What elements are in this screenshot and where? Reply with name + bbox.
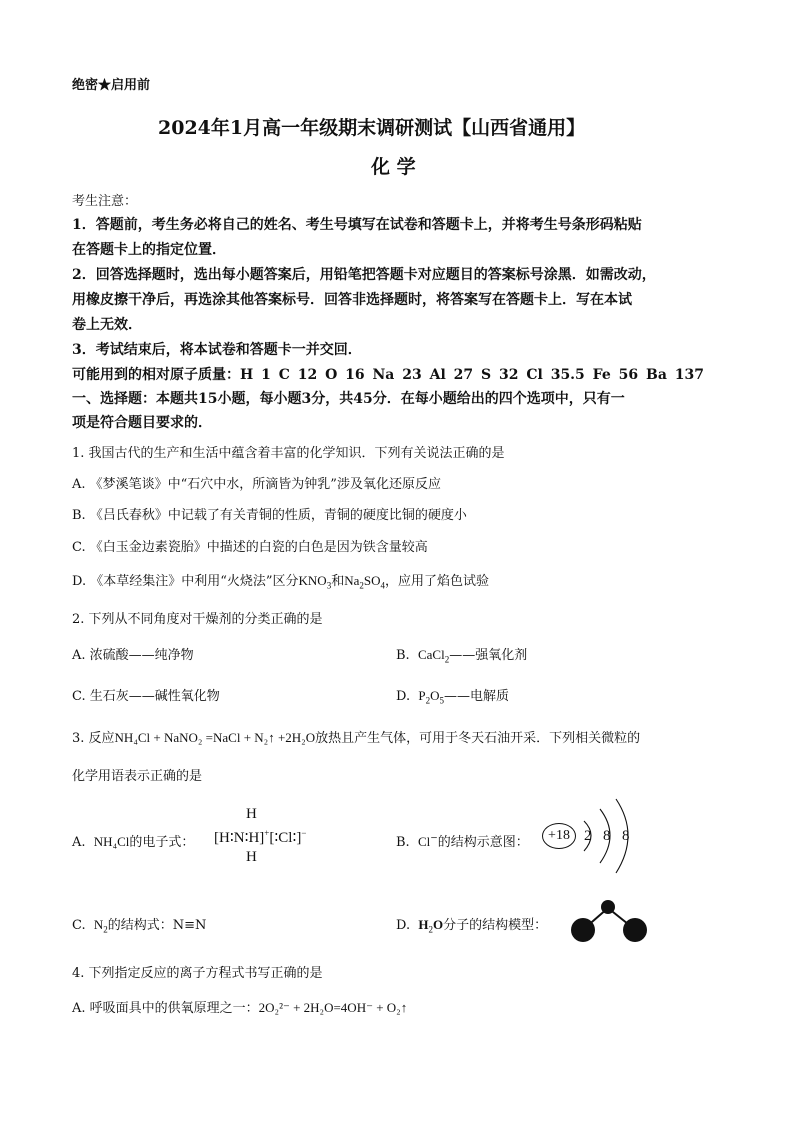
formula-kno3: $KNO_3$ [298,573,332,591]
q4-stem: 4. 下列指定反应的离子方程式书写正确的是 [72,966,323,981]
shell-3: 8 [622,828,630,844]
q3-stem-line2: 化学用语表示正确的是 [72,769,203,784]
q1-option-c: C. 《白玉金边素瓷胎》中描述的白瓷的白色是因为铁含量较高 [72,540,428,555]
nucleus: +18 [542,823,576,849]
hydrogen-atom-left [571,918,595,942]
shell-arc-2 [600,809,610,863]
notice-2c: 卷上无效． [72,317,142,333]
q3-option-c: C. $N_2$的结构式：N≡N [72,917,207,935]
shell-arc-1 [584,821,591,851]
notice-2a: 2．回答选择题时，选出每小题答案后，用铅笔把答题卡对应题目的答案标号涂黑．如需改动， [72,267,656,283]
notice-2b: 用橡皮擦干净后，再选涂其他答案标号．回答非选择题时，将答案写在答题卡上．写在本试 [72,292,632,308]
water-molecule-model [566,897,652,947]
q1-option-d: D. 《本草经集注》中利用“火烧法”区分$KNO_3$和$Na_2SO_4$，应用了焰色试验 [72,573,490,591]
shell-1: 2 [584,828,592,844]
q2-option-b: B. CaCl$_2$——强氧化剂 [396,647,528,665]
electron-shell-arcs [570,795,640,877]
shell-2: 8 [603,828,611,844]
q1-option-b: B. 《吕氏春秋》中记载了有关青铜的性质，青铜的硬度比铜的硬度小 [72,508,467,523]
notice-1b: 在答题卡上的指定位置． [72,242,226,258]
lewis-ammonium: [H∶N∶H]+[∶Cl∶]− [214,828,307,846]
q3-option-a: A. NH₄Cl的电子式： [72,834,195,850]
subject-title: 化 学 [371,156,416,178]
shell-arc-3 [616,799,628,873]
atomic-masses: 可能用到的相对原子质量：H 1 C 12 O 16 Na 23 Al 27 S 32 Cl 35.5 Fe 56 Ba 137 [72,367,704,383]
notice-3: 3．考试结束后，将本试卷和答题卡一并交回． [72,342,362,358]
section1-line1: 一、选择题：本题共15小题，每小题3分，共45分．在每小题给出的四个选项中，只有一 [72,391,625,407]
q3-option-b: B. Cl−的结构示意图： [396,833,529,850]
secret-label: 绝密★启用前 [72,78,151,93]
q3-option-d: D. $H_2O$分子的结构模型： [396,917,548,935]
q1-option-a: A. 《梦溪笔谈》中“石穴中水，所滴皆为钟乳”涉及氧化还原反应 [72,477,441,492]
q2-option-c: C. 生石灰——碱性氧化物 [72,689,220,704]
q2-option-d: D. $P_2O_5——$电解质 [396,688,509,706]
q2-option-a: A. 浓硫酸——纯净物 [72,648,194,663]
q2-stem: 2. 下列从不同角度对干燥剂的分类正确的是 [72,612,323,627]
section1-line2: 项是符合题目要求的． [72,415,212,431]
q1-stem: 1. 我国古代的生产和生活中蕴含着丰富的化学知识．下列有关说法正确的是 [72,446,505,461]
hydrogen-atom-right [623,918,647,942]
formula-na2so4: $Na_2SO_4$ [344,573,386,591]
q3-stem: 3. 反应NH₄Cl + NaNO₂ =NaCl + N₂↑ +2H₂O放热且产生气体，可用于冬天石油开采．下列相关微粒的 [72,730,641,746]
exam-title: 2024年1月高一年级期末调研测试【山西省通用】 [158,117,586,139]
q4-option-a: A. 呼吸面具中的供氧原理之一：2O₂²⁻ + 2H₂O=4OH⁻ + O₂↑ [72,1000,408,1016]
q3-equation: NH₄Cl + NaNO₂ =NaCl + N₂↑ +2H₂O [114,730,316,745]
notice-1a: 1．答题前，考生务必将自己的姓名、考生号填写在试卷和答题卡上，并将考生号条形码粘贴 [72,217,642,233]
lewis-h-top: H [246,806,257,822]
lewis-h-bottom: H [246,849,257,865]
notice-heading: 考生注意： [72,194,138,209]
oxygen-atom [601,900,615,914]
q4-equation: 2O₂²⁻ + 2H₂O=4OH⁻ + O₂↑ [258,1000,408,1015]
